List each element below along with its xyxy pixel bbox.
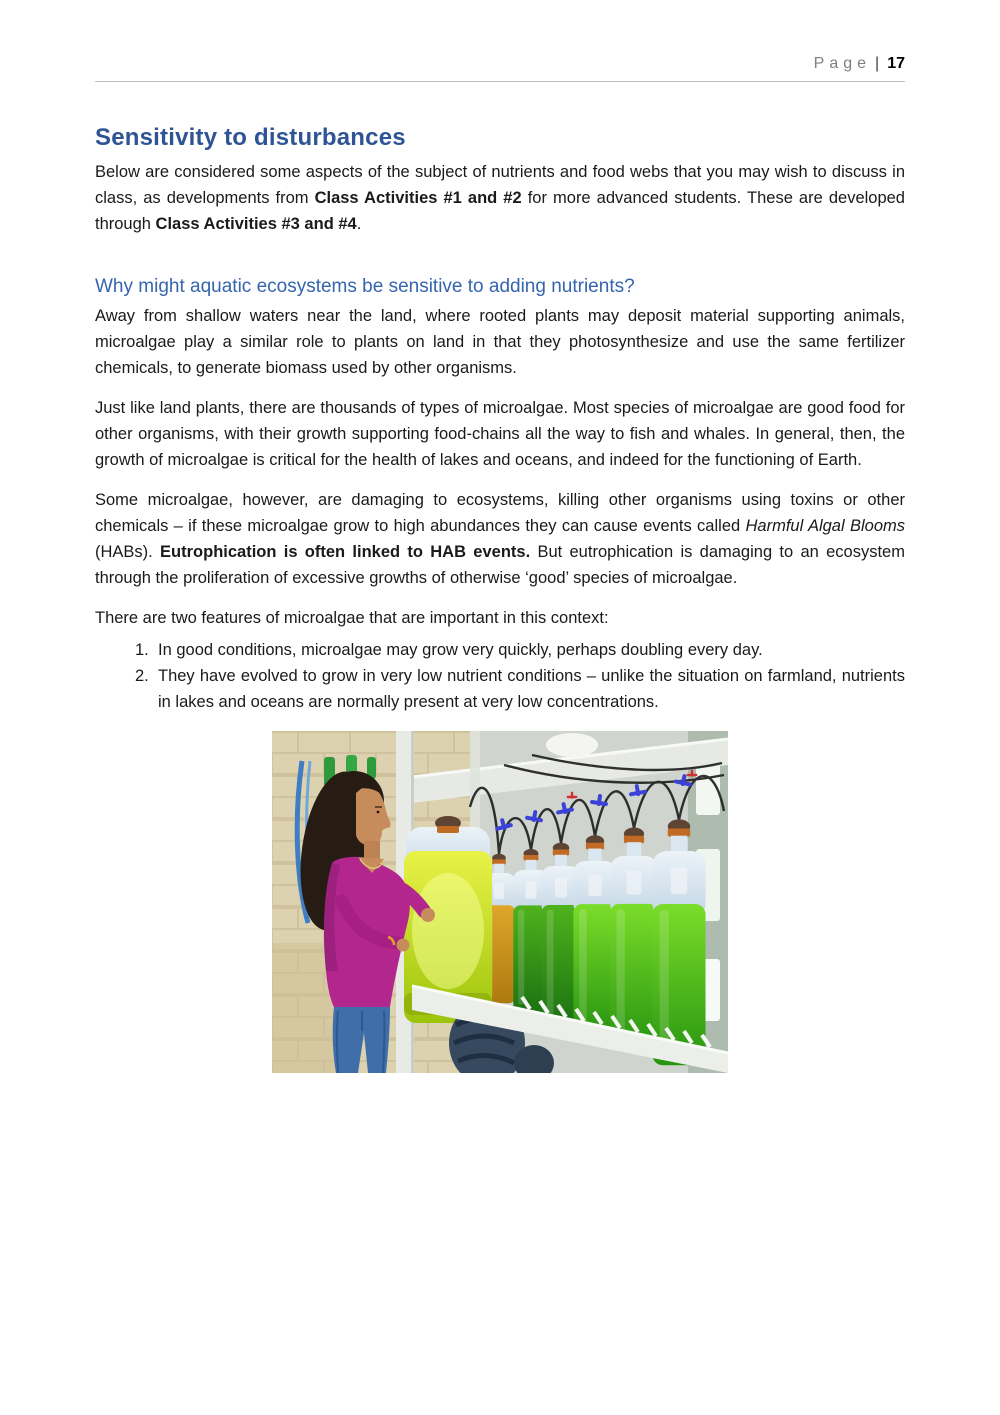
page-title: Sensitivity to disturbances — [95, 124, 406, 151]
list-item-text: In good conditions, microalgae may grow very quickly, perhaps doubling every day. — [158, 641, 763, 659]
intro-run: . — [356, 215, 362, 233]
section-subheading: Why might aquatic ecosystems be sensitive to adding nutrients? — [95, 276, 635, 297]
intro-paragraph — [95, 159, 905, 237]
list-item — [95, 637, 905, 663]
habs-run: Some microalgae, however, are damaging to ecosystems, killing other organisms using toxins or other chemicals – if these microalgae grow to high abundances they can cause events called — [95, 491, 905, 535]
header-rule — [95, 81, 905, 82]
paragraph-habs — [95, 487, 905, 591]
habs-run: (HABs). — [95, 543, 161, 561]
habs-italic-harmful-algal-blooms: Harmful Algal Blooms — [745, 517, 905, 535]
photo-figure — [272, 731, 728, 1073]
page-header-divider: | — [875, 55, 880, 72]
list-item — [95, 663, 905, 715]
paragraph-land-plants: Just like land plants, there are thousands of types of microalgae. Most species of microalgae are good food for other organisms, with their growth supporting food-chains all the way to fish and whales. In general, then, the growth of microalgae is critical for the health of lakes and oceans, and indeed for the functioning of Earth. — [95, 399, 905, 469]
page-header-label: Page — [813, 55, 872, 72]
habs-bold-eutrophication: Eutrophication is often linked to HAB events. — [160, 543, 531, 561]
habs-run: But eutrophication is damaging to an ecosystem through the proliferation of excessive growths of otherwise ‘good’ species of microalgae. — [95, 543, 905, 587]
intro-run: for more advanced students. These are developed through — [95, 189, 905, 233]
paragraph-shallow-waters: Away from shallow waters near the land, where rooted plants may deposit material supporting animals, microalgae play a similar role to plants on land in that they photosynthesize and use the same fertilizer chemicals, to generate biomass used by other organisms. — [95, 307, 905, 377]
page-number: 17 — [887, 55, 905, 72]
intro-bold-activities-1-2: Class Activities #1 and #2 — [314, 189, 522, 207]
paragraph-two-features: There are two features of microalgae that are important in this context: — [95, 609, 609, 627]
features-list — [95, 637, 905, 715]
list-item-text: They have evolved to grow in very low nutrient conditions – unlike the situation on farmland, nutrients in lakes and oceans are normally present at very low concentrations. — [158, 667, 905, 711]
intro-bold-activities-3-4: Class Activities #3 and #4 — [155, 215, 357, 233]
intro-run: Below are considered some aspects of the subject of nutrients and food webs that you may wish to discuss in class, as developments from — [95, 163, 905, 207]
list-marker: 1. — [135, 641, 149, 659]
lab-photo-illustration — [272, 731, 728, 1073]
page-header — [95, 0, 905, 74]
list-marker: 2. — [135, 667, 149, 685]
